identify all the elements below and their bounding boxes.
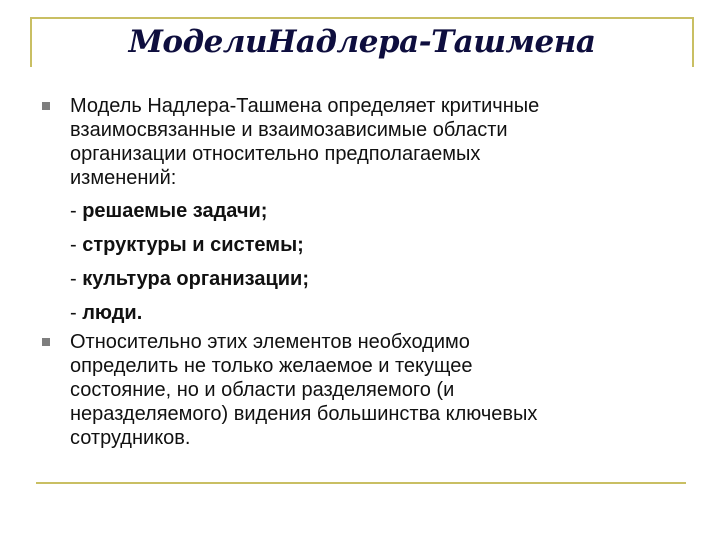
bullet-text-line: неразделяемого) видения большинства ключевых (70, 403, 538, 425)
slide-title: МоделиНадлера-Ташмена (128, 24, 596, 60)
sub-item-suffix: ; (260, 200, 268, 222)
dash-prefix: - (70, 234, 83, 256)
sub-item-people (70, 296, 680, 330)
bullet-item-2 (40, 330, 680, 450)
sub-item-text: структуры и системы (82, 234, 298, 256)
bullet-text-line: состояние, но и области разделяемого (и (70, 379, 455, 401)
frame-bottom-line (36, 482, 686, 484)
bullet-text-line: определить не только желаемое и текущее (70, 355, 473, 377)
bullet-text-line: взаимосвязанные и взаимозависимые области (70, 119, 508, 141)
sub-item-suffix: ; (302, 268, 309, 290)
sub-item-suffix: ; (297, 234, 304, 256)
sub-item-tasks (70, 194, 680, 228)
dash-prefix: - (70, 302, 83, 324)
bullet-text-line: организации относительно предполагаемых (70, 143, 481, 165)
bullet-text-line: Относительно этих элементов необходимо (70, 331, 470, 353)
sub-item-text: культура организации (82, 268, 303, 290)
bullet-text-line: Модель Надлера-Ташмена определяет критичные (70, 95, 540, 117)
sub-item-suffix: . (136, 302, 143, 324)
sub-item-text: люди (82, 302, 137, 324)
sub-item-structures (70, 228, 680, 262)
bullet-text-line: сотрудников. (70, 427, 191, 449)
sub-item-text: решаемые задачи (82, 200, 261, 222)
bullet-text-line: изменений: (70, 167, 177, 189)
dash-prefix: - (70, 268, 83, 290)
frame-top-line (30, 17, 694, 19)
bullet-item-1 (40, 94, 680, 330)
bullet-list (40, 94, 680, 450)
sub-item-culture (70, 262, 680, 296)
square-bullet-icon (42, 102, 50, 110)
square-bullet-icon (42, 338, 50, 346)
dash-prefix: - (70, 200, 83, 222)
